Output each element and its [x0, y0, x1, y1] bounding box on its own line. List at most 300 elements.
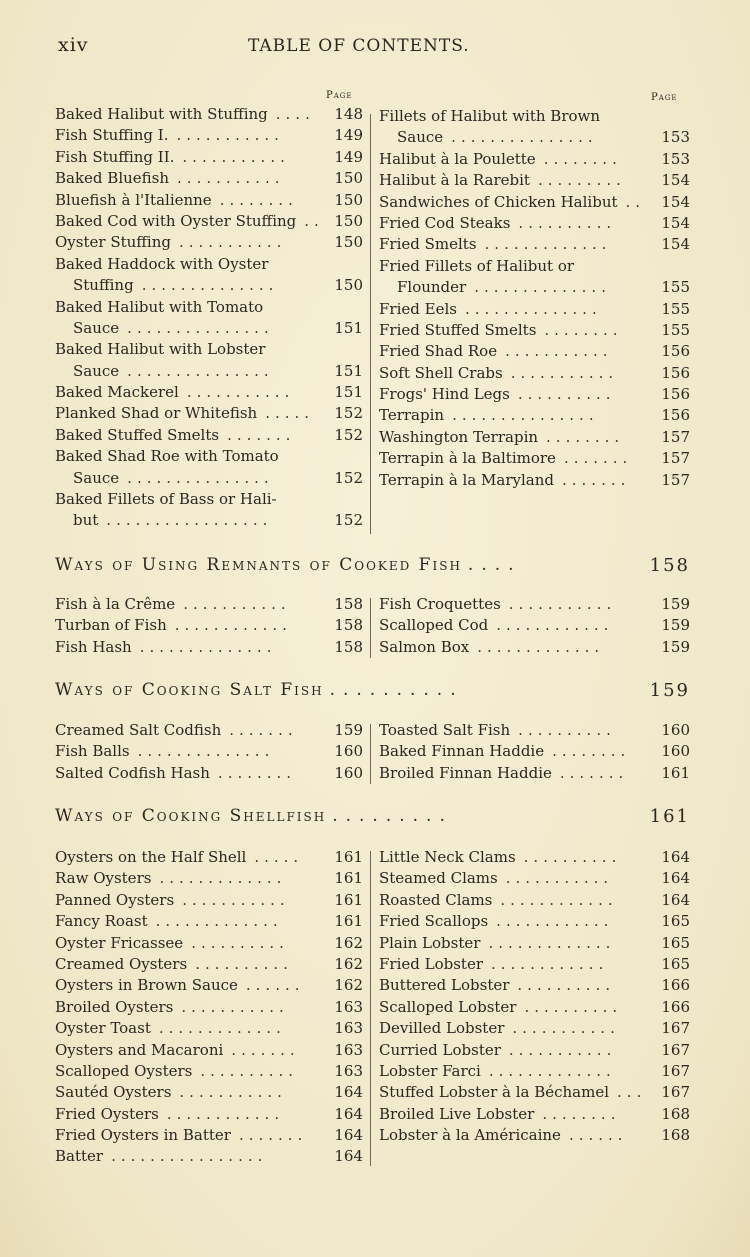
- toc-entry: [379, 741, 690, 762]
- toc-entry: [379, 277, 690, 298]
- entry-page: 155: [661, 320, 690, 339]
- leader-dots: ........: [552, 742, 631, 761]
- leader-dots: ........: [544, 320, 623, 339]
- entry-page: 154: [661, 192, 690, 211]
- entry-page: 165: [661, 954, 690, 973]
- entry-page: 150: [334, 169, 363, 188]
- toc-entry: [55, 468, 363, 489]
- entry-title: Sandwiches of Chicken Halibut: [379, 192, 618, 211]
- toc-entry: [379, 911, 690, 932]
- toc-entry: [379, 868, 690, 889]
- entry-title: Oysters and Macaroni: [55, 1040, 224, 1059]
- toc-entry: [55, 741, 363, 762]
- toc-entry: [379, 997, 690, 1018]
- entry-title: Fried Oysters in Batter: [55, 1126, 231, 1145]
- leader-dots: ...: [617, 1083, 647, 1102]
- leader-dots: ................: [111, 1147, 268, 1166]
- entry-page: 164: [334, 1126, 363, 1145]
- entry-title: Sauce: [397, 128, 444, 147]
- page-column-label-right: Page: [651, 92, 678, 103]
- leader-dots: ...........: [512, 1019, 620, 1038]
- leader-dots: ...........: [179, 1083, 287, 1102]
- toc-entry: [55, 720, 363, 741]
- entry-title: Buttered Lobster: [379, 976, 510, 995]
- entry-page: 151: [334, 318, 363, 337]
- toc-entry: [55, 997, 363, 1018]
- toc-entry: [55, 615, 363, 636]
- toc-entry: [379, 615, 690, 636]
- entry-page: 162: [334, 933, 363, 952]
- page-column-label-left: Page: [326, 90, 353, 101]
- entry-page: 164: [334, 1083, 363, 1102]
- leader-dots: .........: [537, 171, 626, 190]
- toc-entry: [55, 594, 363, 615]
- leader-dots: ...........: [186, 383, 295, 402]
- entry-title: Terrapin à la Baltimore: [379, 449, 556, 468]
- section-title: Ways of Cooking Shellfish: [55, 806, 327, 826]
- entry-title: Broiled Oysters: [55, 997, 174, 1016]
- leader-dots: ..............: [141, 276, 279, 295]
- toc-entry: [379, 763, 690, 784]
- leader-dots: .......: [559, 763, 629, 782]
- leader-dots: ........: [542, 1104, 621, 1123]
- leader-dots: ...........: [177, 169, 285, 188]
- toc-entry: [55, 1146, 363, 1167]
- leader-dots: .............: [477, 637, 605, 656]
- entry-page: 163: [334, 1061, 363, 1080]
- leader-dots: ............: [166, 1104, 285, 1123]
- toc-entry: [55, 1082, 363, 1103]
- leader-dots: ...........: [508, 595, 617, 613]
- entry-title: Broiled Live Lobster: [379, 1104, 535, 1123]
- entry-title: Salted Codfish Hash: [55, 763, 210, 782]
- section-page: 158: [649, 555, 690, 576]
- leader-dots: ...........: [183, 595, 291, 613]
- leader-dots: ..........: [518, 213, 617, 232]
- toc-entry: [379, 170, 690, 191]
- entry-page: 165: [661, 933, 690, 952]
- leader-dots: .......: [227, 425, 296, 444]
- toc-entry: [55, 168, 363, 189]
- entry-page: 156: [661, 342, 690, 361]
- toc-entry: [379, 234, 690, 255]
- leader-dots: ...........: [179, 233, 287, 252]
- entry-page: 148: [334, 105, 363, 123]
- entry-title: Creamed Oysters: [55, 954, 188, 973]
- section-heading-salt-fish: [55, 680, 690, 700]
- entry-page: 152: [334, 468, 363, 487]
- right-column: [379, 720, 690, 784]
- toc-entry: [379, 637, 690, 658]
- right-column: [379, 594, 690, 658]
- entry-page: 163: [334, 1040, 363, 1059]
- entry-page: 164: [334, 1147, 363, 1166]
- running-title: TABLE OF CONTENTS.: [248, 36, 470, 56]
- section-heading-remnants: [55, 555, 690, 575]
- entry-page: 152: [334, 425, 363, 444]
- entry-page: 149: [334, 126, 363, 145]
- toc-entry: [55, 1018, 363, 1039]
- entry-page: 164: [334, 1104, 363, 1123]
- entry-page: 154: [661, 213, 690, 232]
- toc-entry: [55, 339, 363, 360]
- toc-entry: [379, 720, 690, 741]
- leader-dots: ..........: [517, 385, 616, 404]
- leader-dots: ...........: [182, 147, 290, 166]
- entry-page: 157: [661, 470, 690, 489]
- section-title: Ways of Using Remnants of Cooked Fish: [55, 555, 462, 575]
- toc-entry: [379, 1104, 690, 1125]
- entry-page: 166: [661, 976, 690, 995]
- entry-page: 156: [661, 385, 690, 404]
- section-title: Ways of Cooking Salt Fish: [55, 680, 324, 700]
- entry-page: 159: [661, 637, 690, 656]
- entry-title: Oyster Toast: [55, 1019, 151, 1038]
- entry-title: Baked Bluefish: [55, 169, 170, 188]
- entry-page: 156: [661, 363, 690, 382]
- toc-entry: [379, 149, 690, 170]
- entry-page: 157: [661, 449, 690, 468]
- page-header: [58, 34, 692, 58]
- leader-dots: ..........: [517, 976, 616, 995]
- toc-entry: [55, 933, 363, 954]
- toc-entry: [379, 363, 690, 384]
- entry-title: Fish à la Crême: [55, 595, 176, 613]
- toc-entry: [55, 1061, 363, 1082]
- page-number: xiv: [58, 34, 89, 56]
- entry-page: 151: [334, 361, 363, 380]
- entry-title: Baked Finnan Haddie: [379, 742, 545, 761]
- leader-dots: .......: [562, 470, 631, 489]
- entry-page: 155: [661, 278, 690, 297]
- leader-dots: ....: [467, 555, 522, 575]
- leader-dots: ............: [496, 912, 614, 931]
- entry-title: Halibut à la Poulette: [379, 149, 536, 168]
- entry-page: 153: [661, 149, 690, 168]
- toc-entry: [55, 763, 363, 784]
- toc-entry: [55, 510, 363, 531]
- entry-title: Fried Stuffed Smelts: [379, 320, 537, 339]
- leader-dots: .............: [155, 912, 283, 931]
- entry-page: 167: [661, 1040, 690, 1059]
- toc-entry: [55, 1040, 363, 1061]
- toc-entry: [379, 594, 690, 615]
- entry-title: Fish Croquettes: [379, 595, 501, 613]
- leader-dots: ....: [275, 105, 315, 123]
- entry-title: Fried Lobster: [379, 954, 483, 973]
- leader-dots: .............: [488, 933, 616, 952]
- leader-dots: ............: [174, 616, 292, 635]
- toc-entry: [55, 275, 363, 296]
- entry-title: Roasted Clams: [379, 890, 493, 909]
- entry-title: Scalloped Oysters: [55, 1061, 193, 1080]
- entry-page: 158: [334, 595, 363, 613]
- toc-entry: [55, 382, 363, 403]
- leader-dots: ..........: [524, 997, 623, 1016]
- toc-entry: [379, 405, 690, 426]
- left-column: [55, 104, 363, 532]
- leader-dots: ...............: [451, 128, 598, 147]
- entry-page: 159: [661, 616, 690, 635]
- entry-page: 168: [661, 1104, 690, 1123]
- toc-entry: [379, 106, 690, 127]
- entry-page: 150: [334, 233, 363, 252]
- entry-title: Fish Stuffing I.: [55, 126, 169, 145]
- toc-entry: [379, 933, 690, 954]
- entry-page: 164: [661, 848, 690, 866]
- entry-title: Soft Shell Crabs: [379, 363, 503, 382]
- entry-title: Oysters in Brown Sauce: [55, 976, 238, 995]
- entry-page: 160: [661, 742, 690, 761]
- leader-dots: ...........: [181, 997, 289, 1016]
- column-divider: [370, 851, 371, 1166]
- leader-dots: .............: [159, 869, 287, 888]
- toc-entry: [55, 975, 363, 996]
- section-heading-shellfish: [55, 806, 690, 826]
- toc-entry: [55, 361, 363, 382]
- leader-dots: ..........: [195, 954, 293, 973]
- toc-entry: [55, 868, 363, 889]
- entry-page: 152: [334, 404, 363, 423]
- entry-title: Sauce: [73, 318, 120, 337]
- toc-entry: [55, 254, 363, 275]
- entry-page: 151: [334, 383, 363, 402]
- toc-entry: [379, 847, 690, 868]
- entry-page: 160: [334, 763, 363, 782]
- entry-page: 157: [661, 427, 690, 446]
- entry-page: 168: [661, 1126, 690, 1145]
- toc-entry: [55, 190, 363, 211]
- entry-title: Sauce: [73, 468, 120, 487]
- entry-page: 161: [661, 763, 690, 782]
- entry-title: Terrapin à la Maryland: [379, 470, 554, 489]
- entry-title: Oyster Fricassee: [55, 933, 184, 952]
- toc-entry: [55, 890, 363, 911]
- leader-dots: ...........: [182, 890, 290, 909]
- entry-page: 158: [334, 616, 363, 635]
- entry-page: 165: [661, 912, 690, 931]
- left-column: [55, 847, 363, 1168]
- entry-title: Baked Stuffed Smelts: [55, 425, 220, 444]
- toc-entry: [55, 104, 363, 125]
- leader-dots: ...............: [127, 318, 274, 337]
- toc-entry: [55, 125, 363, 146]
- toc-entry: [379, 299, 690, 320]
- leader-dots: ..............: [474, 278, 611, 297]
- entry-title: Baked Mackerel: [55, 383, 179, 402]
- entry-title: Fish Hash: [55, 637, 132, 656]
- entry-page: 150: [334, 190, 363, 209]
- toc-entry: [379, 470, 690, 491]
- toc-entry: [55, 403, 363, 424]
- entry-title: Fried Shad Roe: [379, 342, 498, 361]
- entry-page: 161: [334, 890, 363, 909]
- leader-dots: ........: [219, 190, 298, 209]
- entry-title: Panned Oysters: [55, 890, 175, 909]
- entry-page: 163: [334, 997, 363, 1016]
- entry-page: 154: [661, 171, 690, 190]
- leader-dots: ..............: [137, 742, 275, 761]
- entry-title: but: [73, 511, 99, 530]
- toc-entry: [55, 147, 363, 168]
- column-divider: [370, 114, 371, 534]
- toc-entry: [55, 637, 363, 658]
- entry-title: Fillets of Halibut with Brown: [379, 107, 601, 125]
- entry-title: Fish Stuffing II.: [55, 147, 175, 166]
- entry-page: 150: [334, 211, 363, 230]
- toc-entry: [55, 318, 363, 339]
- entry-page: 161: [334, 848, 363, 866]
- entry-page: 156: [661, 406, 690, 425]
- leader-dots: ..........: [200, 1061, 299, 1080]
- toc-entry: [55, 232, 363, 253]
- column-divider: [370, 724, 371, 784]
- entry-page: 162: [334, 954, 363, 973]
- leader-dots: ...........: [505, 869, 614, 888]
- leader-dots: ...........: [508, 1040, 617, 1059]
- entry-title: Frogs' Hind Legs: [379, 385, 510, 404]
- entry-page: 167: [661, 1061, 690, 1080]
- leader-dots: .........: [332, 806, 453, 826]
- entry-title: Lobster à la Américaine: [379, 1126, 561, 1145]
- entry-title: Halibut à la Rarebit: [379, 171, 530, 190]
- toc-entry: [379, 384, 690, 405]
- entry-title: Stuffing: [73, 276, 134, 295]
- toc-entry: [379, 320, 690, 341]
- leader-dots: .................: [106, 511, 273, 530]
- entry-title: Terrapin: [379, 406, 445, 425]
- entry-page: 153: [661, 128, 690, 147]
- entry-page: 163: [334, 1019, 363, 1038]
- entry-page: 160: [334, 742, 363, 761]
- entry-title: Scalloped Lobster: [379, 997, 517, 1016]
- toc-entry: [55, 911, 363, 932]
- toc-entry: [379, 890, 690, 911]
- toc-entry: [379, 213, 690, 234]
- entry-page: 167: [661, 1019, 690, 1038]
- entry-title: Fried Scallops: [379, 912, 489, 931]
- leader-dots: ..........: [191, 933, 289, 952]
- entry-title: Oyster Stuffing: [55, 233, 171, 252]
- leader-dots: .....: [265, 404, 315, 423]
- toc-entry: [55, 847, 363, 868]
- right-column: [379, 106, 690, 491]
- toc-entry: [379, 1082, 690, 1103]
- entry-title: Baked Cod with Oyster Stuffing: [55, 211, 297, 230]
- leader-dots: .............: [158, 1019, 286, 1038]
- entry-title: Fried Smelts: [379, 235, 477, 254]
- toc-entry: [379, 1040, 690, 1061]
- leader-dots: ........: [217, 763, 297, 782]
- toc-entry: [55, 1125, 363, 1146]
- entry-title: Baked Halibut with Stuffing: [55, 105, 268, 123]
- entry-title: Baked Fillets of Bass or Hali-: [55, 490, 277, 509]
- leader-dots: ......: [568, 1126, 628, 1145]
- toc-entry: [379, 341, 690, 362]
- entry-title: Washington Terrapin: [379, 427, 539, 446]
- left-column: [55, 594, 363, 658]
- entry-page: 158: [334, 637, 363, 656]
- entry-title: Bluefish à l'Italienne: [55, 190, 212, 209]
- entry-title: Sauce: [73, 361, 120, 380]
- entry-title: Broiled Finnan Haddie: [379, 763, 552, 782]
- leader-dots: ........: [543, 149, 622, 168]
- entry-page: 159: [661, 595, 690, 613]
- entry-page: 159: [334, 721, 363, 739]
- leader-dots: ..............: [464, 299, 602, 318]
- entry-title: Baked Halibut with Lobster: [55, 340, 266, 359]
- entry-title: Toasted Salt Fish: [379, 721, 511, 739]
- toc-entry: [55, 211, 363, 232]
- section-page: 159: [649, 680, 690, 701]
- entry-title: Flounder: [397, 278, 467, 297]
- entry-title: Curried Lobster: [379, 1040, 501, 1059]
- leader-dots: ...........: [510, 363, 619, 382]
- entry-page: 161: [334, 869, 363, 888]
- toc-entry: [379, 192, 690, 213]
- entry-title: Scalloped Cod: [379, 616, 489, 635]
- leader-dots: ......: [245, 976, 305, 995]
- leader-dots: ..........: [518, 721, 616, 739]
- leader-dots: ...............: [452, 406, 599, 425]
- leader-dots: ...........: [176, 126, 284, 145]
- entry-title: Plain Lobster: [379, 933, 481, 952]
- leader-dots: .......: [563, 449, 633, 468]
- entry-title: Fried Cod Steaks: [379, 213, 511, 232]
- entry-title: Steamed Clams: [379, 869, 498, 888]
- leader-dots: ............: [496, 616, 614, 635]
- entry-title: Creamed Salt Codfish: [55, 721, 222, 739]
- entry-page: 164: [661, 869, 690, 888]
- entry-title: Oysters on the Half Shell: [55, 848, 247, 866]
- left-column: [55, 720, 363, 784]
- entry-title: Planked Shad or Whitefish: [55, 404, 258, 423]
- entry-title: Fried Eels: [379, 299, 457, 318]
- right-column: [379, 847, 690, 1146]
- section-page: 161: [649, 806, 690, 827]
- leader-dots: ..: [304, 211, 324, 230]
- entry-title: Little Neck Clams: [379, 848, 516, 866]
- entry-title: Turban of Fish: [55, 616, 167, 635]
- leader-dots: ..............: [139, 637, 277, 656]
- entry-title: Sautéd Oysters: [55, 1083, 172, 1102]
- toc-entry: [379, 448, 690, 469]
- leader-dots: ........: [546, 427, 625, 446]
- leader-dots: ............: [491, 954, 609, 973]
- leader-dots: .............: [484, 235, 612, 254]
- entry-title: Lobster Farci: [379, 1061, 481, 1080]
- toc-entry: [55, 954, 363, 975]
- toc-entry: [379, 127, 690, 148]
- leader-dots: .............: [488, 1061, 616, 1080]
- toc-entry: [379, 1125, 690, 1146]
- entry-title: Baked Shad Roe with Tomato: [55, 447, 279, 466]
- entry-title: Fancy Roast: [55, 912, 148, 931]
- entry-title: Fish Balls: [55, 742, 130, 761]
- entry-page: 152: [334, 511, 363, 530]
- toc-entry: [379, 1018, 690, 1039]
- entry-page: 167: [661, 1083, 690, 1102]
- leader-dots: ..........: [523, 848, 622, 866]
- entry-title: Stuffed Lobster à la Béchamel: [379, 1083, 610, 1102]
- toc-entry: [379, 975, 690, 996]
- leader-dots: ..........: [329, 680, 464, 700]
- entry-page: 161: [334, 912, 363, 931]
- entry-title: Baked Haddock with Oyster: [55, 254, 269, 273]
- entry-page: 160: [661, 721, 690, 739]
- leader-dots: ............: [500, 890, 618, 909]
- entry-title: Fried Fillets of Halibut or: [379, 256, 575, 275]
